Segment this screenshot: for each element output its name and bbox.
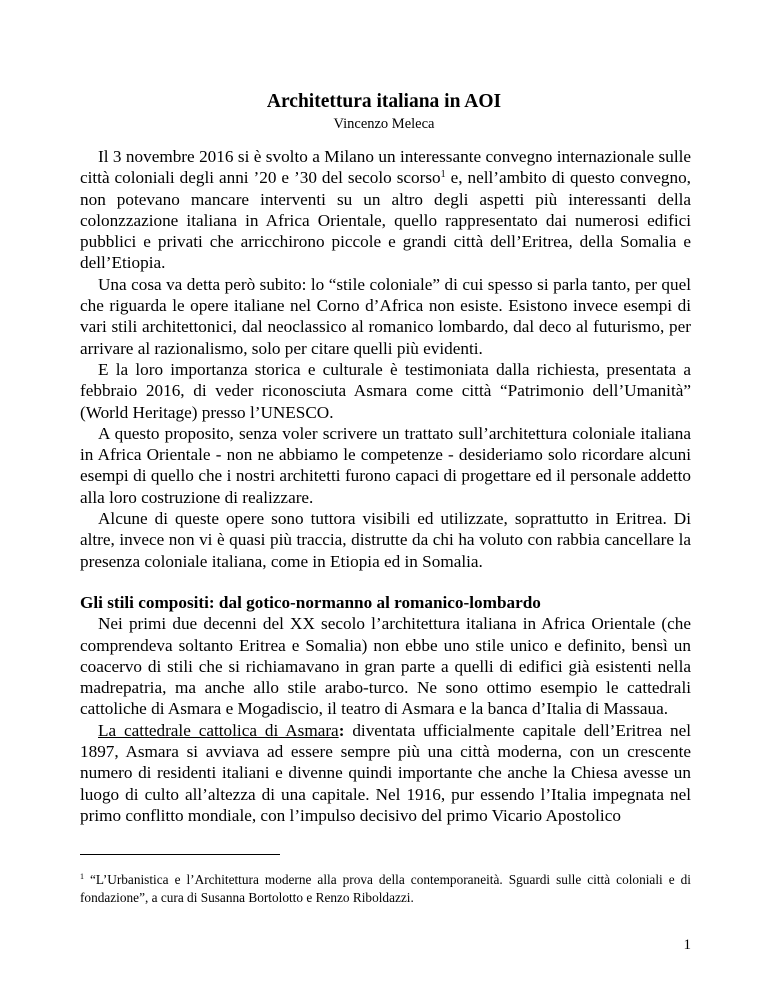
paragraph-1-text-b: e, nell’ambito di questo convegno, non potevano mancare interventi su un altro degli aspetti più interessanti della colonzzazione italiana in Africa Orientale, quello rappresentato dai numerosi edifici pubblici e privati che arricchirono piccole e grandi città dell’Eritrea, della Somalia e dell’Etiopia. (80, 168, 691, 273)
paragraph-7 (80, 720, 691, 826)
paragraph-7-text: diventata ufficialmente capitale dell’Eritrea nel 1897, Asmara si avviava ad essere sempre più una città moderna, con un crescente numero di residenti italiani e divenne quindi importante che anche la Chiesa avesse un luogo di culto all’altezza di una capitale. Nel 1916, pur essendo l’Italia impegnata nel primo conflitto mondiale, con l’impulso decisivo del primo Vicario Apostolico (80, 720, 692, 825)
paragraph-2: Una cosa va detta però subito: lo “stile coloniale” di cui spesso si parla tanto, per quel che riguarda le opere italiane nel Corno d’Africa non esiste. Esistono invece esempi di vari stili architettonici, dal neoclassico al romanico lombardo, dal deco al futurismo, per arrivare al razionalismo, solo per citare quelli più evidenti. (80, 274, 691, 358)
document-title: Architettura italiana in AOI (266, 91, 502, 112)
footnote-text: “L’Urbanistica e l’Architettura moderne alla prova della contemporaneità. Sguardi sulle città coloniali e di fondazione”, a cura di Susanna Bortolotto e Renzo Riboldazzi. (80, 872, 691, 905)
paragraph-7-colon: : (338, 720, 345, 740)
paragraph-1-text-a: Il 3 novembre 2016 si è svolto a Milano un interessante convegno internazionale sulle città coloniali degli anni ’20 e ’30 del secolo scorso (80, 147, 691, 188)
paragraph-1 (80, 146, 691, 274)
document-author: Vincenzo Meleca (333, 116, 435, 132)
paragraph-5: Alcune di queste opere sono tuttora visibili ed utilizzate, soprattutto in Eritrea. Di altre, invece non vi è quasi più traccia, distrutte da chi ha voluto con rabbia cancellare la presenza coloniale italiana, come in Etiopia ed in Somalia. (80, 509, 691, 571)
page-number: 1 (683, 937, 691, 953)
footnote-mark: 1 (80, 872, 84, 881)
paragraph-3: E la loro importanza storica e culturale è testimoniata dalla richiesta, presentata a febbraio 2016, di veder riconosciuta Asmara come città “Patrimonio dell’Umanità” (World Heritage) presso l’UNESCO. (80, 359, 691, 422)
footnote-reference[interactable]: 1 (440, 169, 446, 181)
paragraph-4: A questo proposito, senza voler scrivere un trattato sull’architettura coloniale italiana in Africa Orientale - non ne abbiamo le competenze - desideriamo solo ricordare alcuni esempi di quello che i nostri architetti furono capaci di progettare ed il personale addetto alla loro costruzione di realizzare. (80, 423, 691, 507)
document-body (80, 146, 691, 826)
paragraph-7-label: La cattedrale cattolica di Asmara (98, 720, 339, 740)
footnote (80, 871, 691, 907)
paragraph-6: Nei primi due decenni del XX secolo l’architettura italiana in Africa Orientale (che comprendeva soltanto Eritrea e Somalia) non ebbe uno stile unico e definito, bensì un coacervo di stili che si richiamavano in gran parte a quelli di edifici già esistenti nella madrepatria, ma anche allo stile arabo-turco. Ne sono ottimo esempio le cattedrali cattoliche di Asmara e Mogadiscio, il teatro di Asmara e la banca d’Italia di Massaua. (80, 614, 691, 719)
footnote-separator (80, 854, 280, 855)
section-heading: Gli stili compositi: dal gotico-normanno al romanico-lombardo (80, 592, 541, 612)
